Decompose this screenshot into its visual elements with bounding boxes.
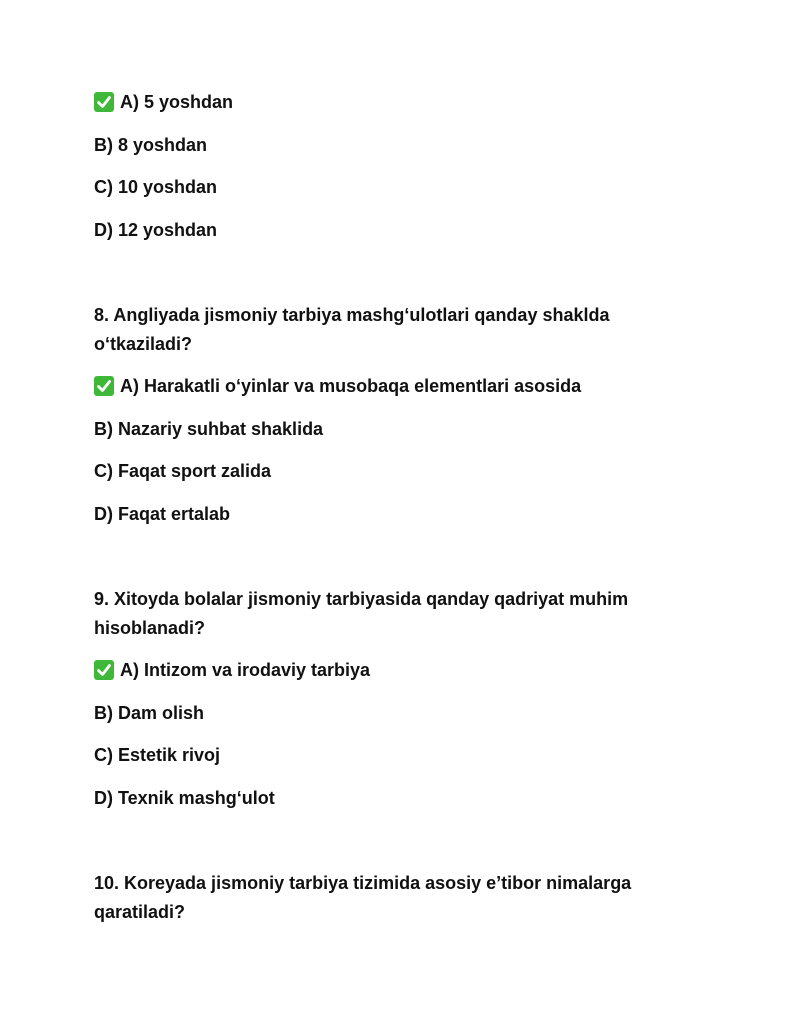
question-9-line-2	[94, 617, 205, 639]
answer-text: D) 12 yoshdan	[94, 220, 218, 240]
question-10-line-2	[94, 901, 185, 923]
answer-text: A) Harakatli o‘yinlar va musobaqa elementlari asosida	[120, 376, 582, 396]
question-text: 8. Angliyada jismoniy tarbiya mashg‘ulotlari qanday shaklda	[94, 305, 610, 325]
question-text: 10. Koreyada jismoniy tarbiya tizimida asosiy e’tibor nimalarga	[94, 873, 632, 893]
answer-text: B) Nazariy suhbat shaklida	[94, 419, 324, 439]
answer-option-b	[94, 418, 323, 440]
answer-option-a	[94, 91, 233, 113]
question-10-line-1	[94, 872, 631, 894]
answer-text: A) 5 yoshdan	[120, 92, 234, 112]
answer-text: A) Intizom va irodaviy tarbiya	[120, 660, 371, 680]
answer-text: B) 8 yoshdan	[94, 135, 208, 155]
question-text: 9. Xitoyda bolalar jismoniy tarbiyasida qanday qadriyat muhim	[94, 589, 629, 609]
answer-option-c	[94, 176, 217, 198]
question-8-line-1	[94, 304, 610, 326]
answer-text: C) Estetik rivoj	[94, 745, 221, 765]
check-mark-icon	[94, 92, 114, 112]
answer-option-d	[94, 787, 275, 809]
check-mark-icon	[94, 660, 114, 680]
answer-option-c	[94, 460, 271, 482]
check-mark-icon	[94, 376, 114, 396]
answer-option-a	[94, 375, 581, 397]
answer-text: D) Texnik mashg‘ulot	[94, 788, 275, 808]
answer-option-b	[94, 702, 204, 724]
question-text: qaratiladi?	[94, 902, 186, 922]
answer-text: D) Faqat ertalab	[94, 504, 231, 524]
question-9-line-1	[94, 588, 628, 610]
answer-option-a	[94, 659, 370, 681]
question-8-line-2	[94, 333, 192, 355]
answer-text: C) 10 yoshdan	[94, 177, 218, 197]
answer-option-d	[94, 503, 230, 525]
answer-option-b	[94, 134, 207, 156]
question-text: hisoblanadi?	[94, 618, 206, 638]
answer-option-c	[94, 744, 220, 766]
answer-text: B) Dam olish	[94, 703, 205, 723]
answer-option-d	[94, 219, 217, 241]
question-text: o‘tkaziladi?	[94, 334, 193, 354]
answer-text: C) Faqat sport zalida	[94, 461, 272, 481]
